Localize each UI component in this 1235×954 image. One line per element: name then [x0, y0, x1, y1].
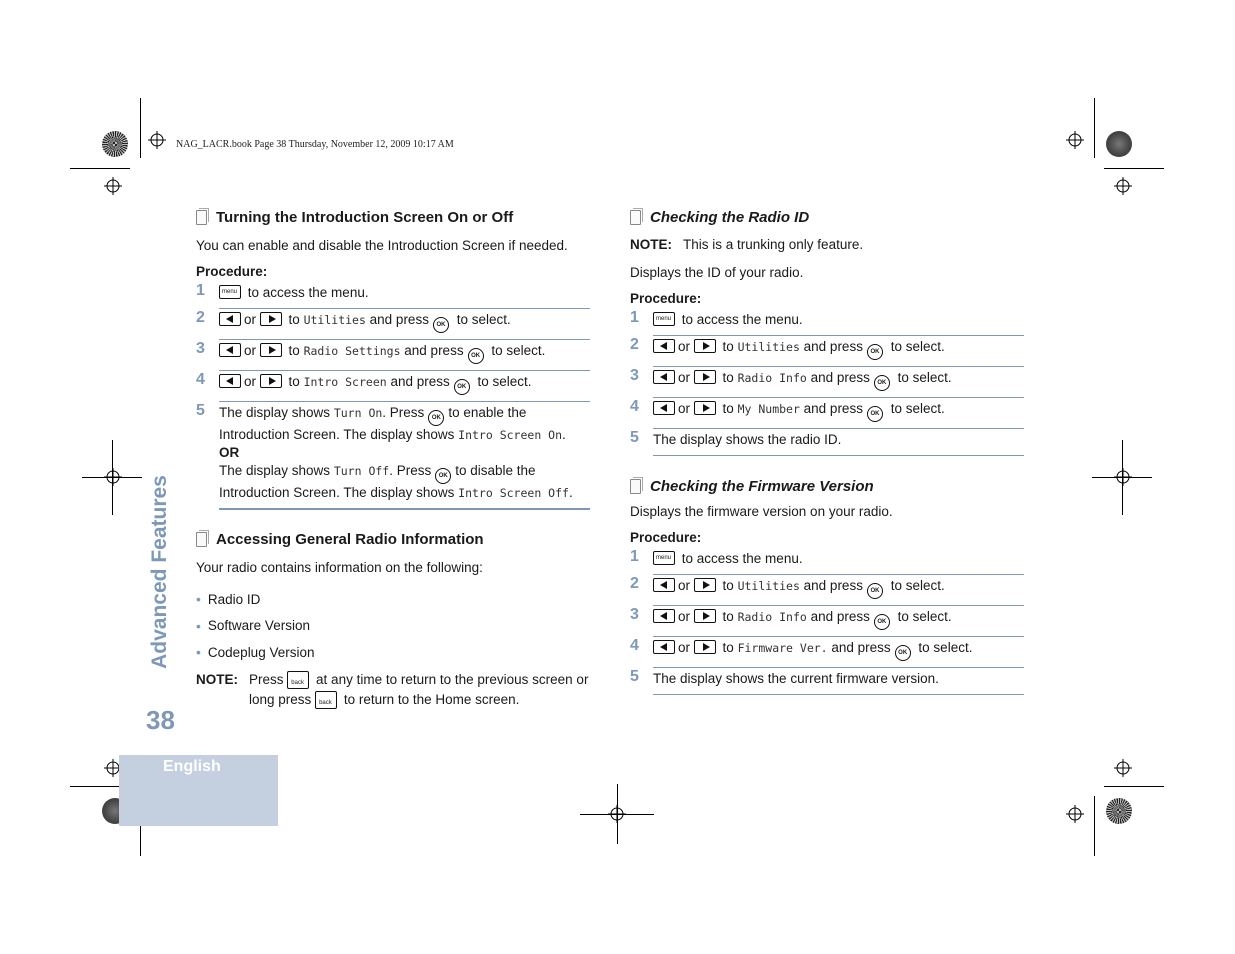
right-column [630, 209, 1024, 695]
registration-target [1114, 759, 1132, 777]
step-number: 2 [630, 575, 639, 592]
registration-target [148, 131, 166, 149]
procedure-step [196, 340, 590, 371]
right-arrow-key-icon [694, 401, 716, 415]
ok-button-icon: OK [428, 410, 444, 426]
registration-target [104, 177, 122, 195]
section-title: Accessing General Radio Information [216, 531, 484, 548]
note-block [196, 670, 590, 710]
right-arrow-key-icon [694, 609, 716, 623]
procedure-step [630, 429, 1024, 456]
step-text: to select. [918, 640, 973, 655]
step-number: 3 [630, 367, 639, 384]
procedure-label: Procedure: [630, 291, 702, 306]
step-text: or [678, 640, 691, 655]
info-list [196, 586, 590, 666]
step-text: or [244, 343, 257, 358]
crop-mark [617, 784, 618, 844]
note-block [630, 235, 1024, 255]
step-number: 1 [196, 282, 205, 299]
step-text: to select. [890, 401, 945, 416]
crop-mark [70, 168, 130, 169]
menu-item-name: My Number [737, 402, 800, 416]
step-text: The display shows the current firmware version. [653, 671, 939, 686]
display-text: Intro Screen Off [458, 486, 569, 500]
note-label: NOTE: [196, 671, 238, 687]
right-arrow-key-icon [260, 312, 282, 326]
ok-button-icon: OK [874, 375, 890, 391]
step-text: and press [404, 343, 464, 358]
menu-item-name: Utilities [303, 313, 366, 327]
display-text: Intro Screen On [458, 428, 563, 442]
step-text: The display shows the radio ID. [653, 432, 842, 447]
book-header-info: NAG_LACR.book Page 38 Thursday, November 12, 2009 10:17 AM [176, 139, 454, 150]
list-item-text: Software Version [207, 618, 310, 634]
left-arrow-key-icon [219, 343, 241, 357]
step-number: 5 [196, 402, 205, 419]
step-text: or [678, 370, 691, 385]
menu-item-name: Firmware Ver. [737, 641, 828, 655]
right-arrow-key-icon [694, 578, 716, 592]
ok-button-icon: OK [874, 614, 890, 630]
procedure-steps [630, 548, 1024, 695]
step-text: to select. [890, 578, 945, 593]
registration-target [1066, 131, 1084, 149]
step-text: to access the menu. [247, 285, 369, 300]
note-text: This is a trunking only feature. [683, 237, 864, 252]
bullet-icon: • [196, 644, 201, 661]
step-text: . Press [389, 463, 432, 478]
menu-key-icon [219, 285, 241, 299]
procedure-step [196, 402, 590, 510]
step-text: and press [803, 401, 863, 416]
page-number: 38 [146, 705, 175, 735]
step-text: to disable the Introduction Screen. The display shows [219, 463, 536, 500]
list-item-text: Radio ID [207, 591, 261, 607]
procedure-label: Procedure: [196, 264, 268, 279]
step-text: or [678, 401, 691, 416]
step-number: 3 [630, 606, 639, 623]
step-text: . [568, 485, 573, 500]
note-label: NOTE: [630, 237, 672, 252]
step-text: The display shows [219, 463, 331, 478]
page-icon [630, 210, 641, 225]
step-text: or [678, 578, 691, 593]
crop-mark [1094, 98, 1095, 158]
procedure-step [196, 282, 590, 309]
section-description: Displays the firmware version on your radio. [630, 504, 893, 519]
step-text: or [244, 374, 257, 389]
menu-item-name: Radio Info [737, 610, 807, 624]
ok-button-icon: OK [867, 344, 883, 360]
page-icon [630, 479, 641, 494]
section-title: Checking the Firmware Version [650, 478, 874, 495]
step-text: to [722, 578, 734, 593]
ok-button-icon: OK [468, 348, 484, 364]
left-arrow-key-icon [219, 374, 241, 388]
bullet-icon: • [196, 591, 201, 608]
crop-mark [1104, 168, 1164, 169]
left-arrow-key-icon [653, 609, 675, 623]
section-title: Checking the Radio ID [650, 209, 810, 226]
ok-button-icon: OK [454, 379, 470, 395]
right-arrow-key-icon [260, 343, 282, 357]
section-heading [630, 209, 1024, 226]
procedure-step [630, 309, 1024, 336]
step-text: or [678, 609, 691, 624]
step-text: to select. [897, 609, 952, 624]
list-item-text: Codeplug Version [207, 644, 315, 660]
procedure-step [630, 336, 1024, 367]
step-text: to [722, 609, 734, 624]
ok-button-icon: OK [867, 583, 883, 599]
procedure-step [630, 606, 1024, 637]
left-column [196, 209, 590, 710]
left-arrow-key-icon [653, 578, 675, 592]
step-text: to [722, 370, 734, 385]
back-key-icon [287, 671, 309, 689]
step-text: to [722, 640, 734, 655]
step-text: to [722, 339, 734, 354]
menu-key-icon [653, 312, 675, 326]
menu-item-name: Radio Settings [303, 344, 401, 358]
left-arrow-key-icon [653, 401, 675, 415]
ok-button-icon: OK [895, 645, 911, 661]
step-text: to [722, 401, 734, 416]
procedure-step [630, 637, 1024, 668]
step-text: to [288, 312, 300, 327]
section-heading [630, 478, 1024, 495]
step-number: 2 [196, 309, 205, 326]
step-text: to select. [456, 312, 511, 327]
note-text [249, 670, 590, 710]
language-label: English [163, 758, 221, 775]
section-description: Your radio contains information on the following: [196, 560, 483, 575]
step-number: 4 [630, 398, 639, 415]
back-key-icon [315, 691, 337, 709]
list-item [196, 586, 590, 613]
step-text: to select. [491, 343, 546, 358]
display-text: Turn Off [333, 464, 390, 478]
left-arrow-key-icon [653, 370, 675, 384]
procedure-steps [630, 309, 1024, 456]
left-arrow-key-icon [653, 339, 675, 353]
right-arrow-key-icon [694, 339, 716, 353]
step-text: to [288, 374, 300, 389]
section-description: You can enable and disable the Introduction Screen if needed. [196, 238, 568, 253]
step-text: to [288, 343, 300, 358]
procedure-step [630, 367, 1024, 398]
right-arrow-key-icon [260, 374, 282, 388]
step-text: and press [810, 370, 870, 385]
procedure-steps [196, 282, 590, 510]
note-text-part: at any time to return to the previous screen or long press [249, 671, 589, 707]
section-heading [196, 531, 590, 548]
step-number: 1 [630, 548, 639, 565]
note-text-part: Press [249, 671, 284, 687]
ok-button-icon: OK [435, 468, 451, 484]
registration-starburst [102, 131, 128, 157]
or-label: OR [219, 445, 240, 460]
step-number: 5 [630, 429, 639, 446]
section-title: Turning the Introduction Screen On or Off [216, 209, 514, 226]
procedure-step [196, 309, 590, 340]
step-number: 4 [630, 637, 639, 654]
list-item [196, 613, 590, 640]
note-text-part: to return to the Home screen. [343, 691, 520, 707]
registration-target [1066, 805, 1084, 823]
registration-starburst [1106, 798, 1132, 824]
menu-key-icon [653, 551, 675, 565]
registration-disc [1106, 131, 1132, 157]
step-text: and press [390, 374, 450, 389]
bullet-icon: • [196, 617, 201, 634]
step-text: to select. [477, 374, 532, 389]
crop-mark [112, 440, 113, 515]
step-number: 1 [630, 309, 639, 326]
ok-button-icon: OK [433, 317, 449, 333]
page-icon [196, 532, 207, 547]
step-text: to select. [897, 370, 952, 385]
procedure-step [630, 575, 1024, 606]
step-number: 4 [196, 371, 205, 388]
section-label: Advanced Features [148, 475, 171, 669]
list-item [196, 639, 590, 666]
step-text: to enable the Introduction Screen. The display shows [219, 405, 527, 442]
step-text: or [678, 339, 691, 354]
step-text: and press [803, 578, 863, 593]
procedure-step [196, 371, 590, 402]
menu-item-name: Intro Screen [303, 375, 387, 389]
crop-mark [1104, 786, 1164, 787]
step-number: 5 [630, 668, 639, 685]
left-arrow-key-icon [653, 640, 675, 654]
right-arrow-key-icon [694, 370, 716, 384]
section-heading [196, 209, 590, 226]
step-text: and press [369, 312, 429, 327]
menu-item-name: Utilities [737, 579, 800, 593]
step-text: . [562, 427, 566, 442]
crop-mark [1122, 440, 1123, 515]
step-number: 3 [196, 340, 205, 357]
step-text: to access the menu. [681, 312, 803, 327]
step-text: and press [810, 609, 870, 624]
step-text: The display shows [219, 405, 331, 420]
menu-item-name: Radio Info [737, 371, 807, 385]
procedure-step [630, 398, 1024, 429]
procedure-step [630, 668, 1024, 695]
registration-target [1114, 177, 1132, 195]
step-text: and press [803, 339, 863, 354]
page-icon [196, 210, 207, 225]
procedure-label: Procedure: [630, 530, 702, 545]
section-description: Displays the ID of your radio. [630, 265, 804, 280]
step-text: and press [831, 640, 891, 655]
crop-mark [1094, 796, 1095, 856]
step-text: to select. [890, 339, 945, 354]
procedure-step [630, 548, 1024, 575]
ok-button-icon: OK [867, 406, 883, 422]
menu-item-name: Utilities [737, 340, 800, 354]
left-arrow-key-icon [219, 312, 241, 326]
display-text: Turn On [333, 406, 383, 420]
step-text: to access the menu. [681, 551, 803, 566]
right-arrow-key-icon [694, 640, 716, 654]
step-text: . Press [382, 405, 425, 420]
step-text: or [244, 312, 257, 327]
step-number: 2 [630, 336, 639, 353]
crop-mark [140, 98, 141, 158]
